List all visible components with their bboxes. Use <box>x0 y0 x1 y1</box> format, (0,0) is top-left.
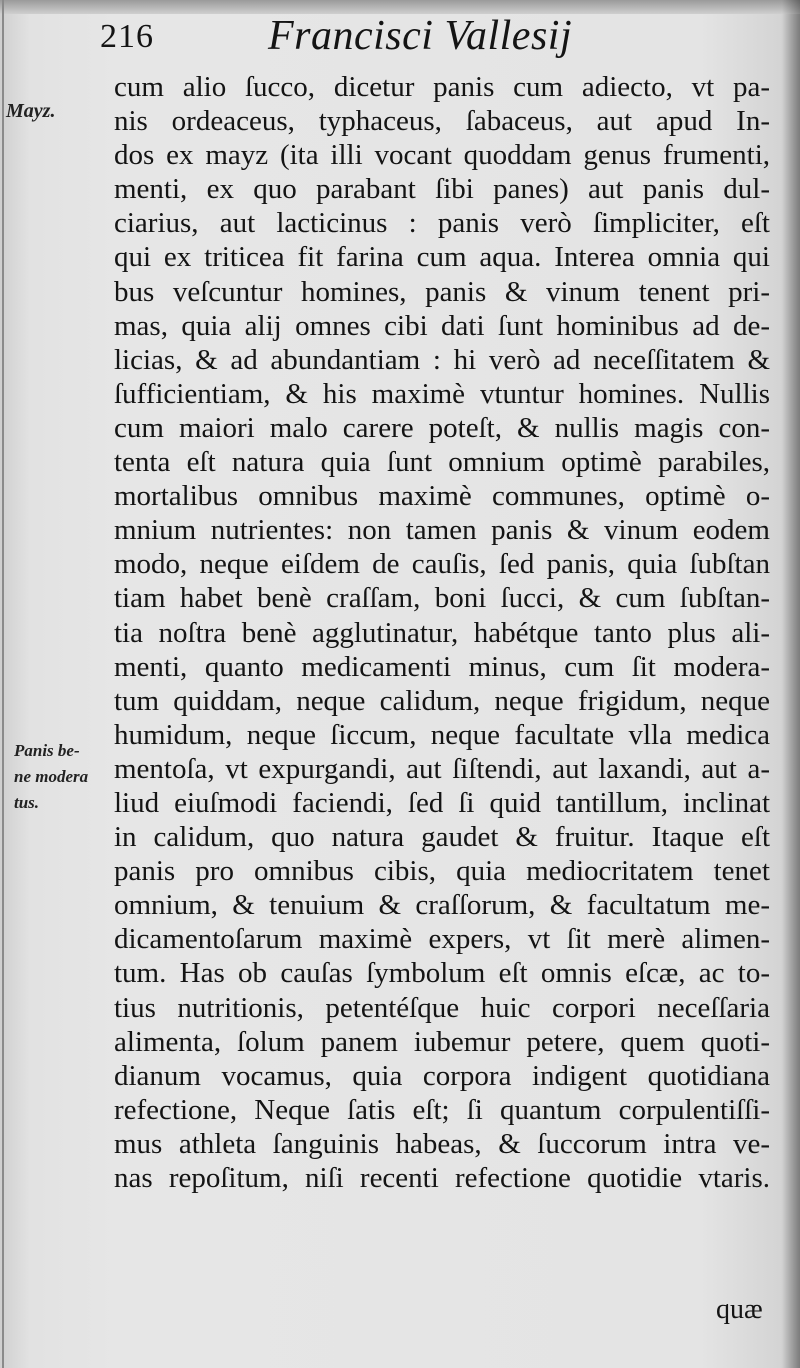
text-line: menti, ex quo parabant ſibi panes) aut panis dul- <box>114 173 770 206</box>
text-line: tius nutritionis, petentéſque huic corpori neceſſaria <box>114 991 770 1024</box>
text-line: ſufficientiam, & his maximè vtuntur homines. Nullis <box>114 377 770 410</box>
text-line: ciarius, aut lacticinus : panis verò ſimpliciter, eſt <box>114 207 770 240</box>
running-head: Francisci Vallesij <box>268 13 573 59</box>
margin-note-panis <box>14 738 114 816</box>
text-line: dianum vocamus, quia corpora indigent quotidiana <box>114 1059 770 1092</box>
page-number: 216 <box>100 18 154 55</box>
text-line: tum quiddam, neque calidum, neque frigidum, neque <box>114 684 770 717</box>
body-text <box>114 70 770 1195</box>
text-line: tia noſtra benè agglutinatur, habétque tanto plus ali- <box>114 616 770 649</box>
text-line: mas, quia alij omnes cibi dati ſunt hominibus ad de- <box>114 309 770 342</box>
text-line: cum alio ſucco, dicetur panis cum adiecto, vt pa- <box>114 71 770 103</box>
page-left-edge <box>2 0 4 1368</box>
text-line: liud eiuſmodi faciendi, ſed ſi quid tantillum, inclinat <box>114 786 770 819</box>
text-line: mnium nutrientes: non tamen panis & vinum eodem <box>114 514 770 547</box>
text-line: qui ex triticea fit farina cum aqua. Interea omnia qui <box>114 241 770 274</box>
text-line: licias, & ad abundantiam : hi verò ad neceſſitatem & <box>114 343 770 376</box>
text-line: mus athleta ſanguinis habeas, & ſuccorum intra ve- <box>114 1127 770 1160</box>
text-line: cum maiori malo carere poteſt, & nullis magis con- <box>114 411 770 444</box>
text-line: dos ex mayz (ita illi vocant quoddam genus frumenti, <box>114 139 770 172</box>
margin-note-panis-line: ne modera <box>14 767 89 786</box>
catchword: quæ <box>716 1294 763 1325</box>
text-line: in calidum, quo natura gaudet & fruitur. Itaque eſt <box>114 821 770 854</box>
binding-shadow <box>782 0 800 1368</box>
page-header <box>100 12 780 72</box>
text-line: tenta eſt natura quia ſunt omnium optimè parabiles, <box>114 446 770 479</box>
text-line: alimenta, ſolum panem iubemur petere, quem quoti- <box>114 1025 770 1058</box>
text-line: humidum, neque ſiccum, neque facultate vlla medica <box>114 718 770 751</box>
text-line: nas repoſitum, niſi recenti refectione quotidie vtaris. <box>114 1162 770 1194</box>
text-line: omnium, & tenuium & craſſorum, & facultatum me- <box>114 889 770 922</box>
margin-note-panis-line: Panis be- <box>14 741 80 760</box>
text-line: modo, neque eiſdem de cauſis, ſed panis, quia ſubſtan <box>114 548 770 581</box>
text-line: refectione, Neque ſatis eſt; ſi quantum corpulentiſſi- <box>114 1093 770 1126</box>
text-line: bus veſcuntur homines, panis & vinum tenent pri- <box>114 275 770 308</box>
text-line: dicamentoſarum maximè expers, vt ſit merè alimen- <box>114 923 770 956</box>
text-line: tiam habet benè craſſam, boni ſucci, & cum ſubſtan- <box>114 582 770 615</box>
text-line: mortalibus omnibus maximè communes, optimè o- <box>114 480 770 513</box>
margin-note-panis-line: tus. <box>14 793 40 812</box>
margin-note-mayz: Mayz. <box>6 100 56 122</box>
text-line: nis ordeaceus, typhaceus, ſabaceus, aut apud In- <box>114 105 770 138</box>
text-line: panis pro omnibus cibis, quia mediocritatem tenet <box>114 855 770 888</box>
text-line: mentoſa, vt expurgandi, aut ſiſtendi, aut laxandi, aut a- <box>114 752 770 785</box>
text-line: tum. Has ob cauſas ſymbolum eſt omnis eſcæ, ac to- <box>114 957 770 990</box>
text-line: menti, quanto medicamenti minus, cum ſit modera- <box>114 650 770 683</box>
